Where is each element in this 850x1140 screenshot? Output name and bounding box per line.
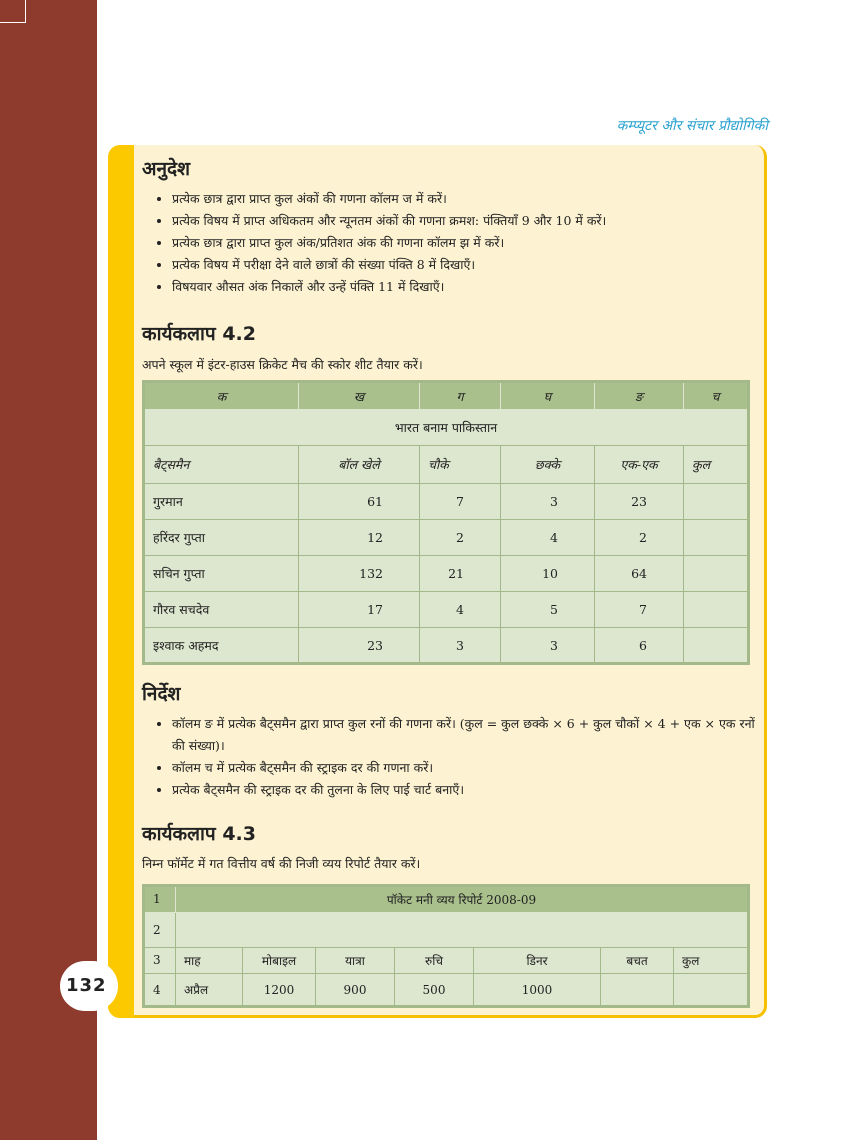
- table-cell: 7: [595, 592, 684, 628]
- list-item: • कॉलम च में प्रत्येक बैट्समैन की स्ट्राइक दर की गणना करें।: [172, 757, 757, 779]
- table-cell: 7: [420, 484, 501, 520]
- table-cell: 3: [420, 628, 501, 664]
- table-cell: गुरमान: [144, 484, 299, 520]
- directions-list: [142, 713, 757, 801]
- report-title-row: [144, 886, 749, 913]
- header-row: [144, 446, 749, 484]
- header-cell: बचत: [601, 947, 674, 974]
- table-cell: हरिंदर गुप्ता: [144, 520, 299, 556]
- header-cell: छक्के: [501, 446, 595, 484]
- table-cell: 500: [395, 974, 474, 1007]
- header-cell: एक-एक: [595, 446, 684, 484]
- table-cell: 23: [595, 484, 684, 520]
- table-cell: 61: [299, 484, 420, 520]
- table-cell: 6: [595, 628, 684, 664]
- table-cell: सचिन गुप्ता: [144, 556, 299, 592]
- column-letters-row: [144, 382, 749, 410]
- header-cell: यात्रा: [316, 947, 395, 974]
- score-sheet-table: [142, 380, 750, 665]
- row-number: 3: [144, 947, 176, 974]
- table-cell: 10: [501, 556, 595, 592]
- empty-cell: [176, 912, 749, 947]
- column-letter: घ: [501, 382, 595, 410]
- list-item: • प्रत्येक विषय में परीक्षा देने वाले छात्रों की संख्या पंक्ति 8 में दिखाएँ।: [172, 254, 752, 276]
- activity-box-bar: [108, 145, 134, 1018]
- header-cell: बैट्समैन: [144, 446, 299, 484]
- activity-43-title: कार्यकलाप 4.3: [142, 823, 256, 845]
- table-cell: 12: [299, 520, 420, 556]
- table-cell: 64: [595, 556, 684, 592]
- header-row: [144, 947, 749, 974]
- row-number: 4: [144, 974, 176, 1007]
- match-title: भारत बनाम पाकिस्तान: [144, 410, 749, 446]
- table-row: [144, 556, 749, 592]
- row-number: 1: [144, 886, 176, 913]
- running-head: कम्प्यूटर और संचार प्रौद्योगिकी: [616, 118, 768, 134]
- header-cell: मोबाइल: [243, 947, 316, 974]
- list-item: • विषयवार औसत अंक निकालें और उन्हें पंक्ति 11 में दिखाएँ।: [172, 276, 752, 298]
- header-cell: माह: [176, 947, 243, 974]
- instructions-list: [142, 188, 752, 298]
- table-cell: [684, 628, 749, 664]
- table-cell: इश्वाक अहमद: [144, 628, 299, 664]
- header-cell: रुचि: [395, 947, 474, 974]
- header-cell: चौके: [420, 446, 501, 484]
- table-cell: 4: [420, 592, 501, 628]
- table-cell: 2: [420, 520, 501, 556]
- header-cell: कुल: [684, 446, 749, 484]
- header-cell: डिनर: [474, 947, 601, 974]
- table-cell: 132: [299, 556, 420, 592]
- table-cell: [684, 520, 749, 556]
- header-cell: बॉल खेले: [299, 446, 420, 484]
- table-cell: 5: [501, 592, 595, 628]
- table-cell: 900: [316, 974, 395, 1007]
- table-row: [144, 628, 749, 664]
- table-row: [144, 484, 749, 520]
- table-cell: [601, 974, 674, 1007]
- directions-title: निर्देश: [142, 683, 181, 705]
- list-item: • कॉलम ङ में प्रत्येक बैट्समैन द्वारा प्राप्त कुल रनों की गणना करें। (कुल = कुल छक्के × 6 + कुल चौकों × 4 + एक × एक रनों की संख्या)।: [172, 713, 757, 757]
- report-title: पॉकेट मनी व्यय रिपोर्ट 2008-09: [176, 886, 749, 913]
- table-cell: 3: [501, 484, 595, 520]
- instructions-title: अनुदेश: [142, 158, 191, 180]
- activity-43-text: निम्न फॉर्मेट में गत वित्तीय वर्ष की निजी व्यय रिपोर्ट तैयार करें।: [142, 856, 421, 871]
- table-row: [144, 520, 749, 556]
- table-cell: अप्रैल: [176, 974, 243, 1007]
- table-row: [144, 592, 749, 628]
- column-letter: ग: [420, 382, 501, 410]
- table-cell: 21: [420, 556, 501, 592]
- table-cell: 17: [299, 592, 420, 628]
- table-cell: 4: [501, 520, 595, 556]
- table-row: [144, 974, 749, 1007]
- list-item: • प्रत्येक विषय में प्राप्त अधिकतम और न्यूनतम अंकों की गणना क्रमश: पंक्तियाँ 9 और 10 में करें।: [172, 210, 752, 232]
- column-letter: ङ: [595, 382, 684, 410]
- table-cell: 1200: [243, 974, 316, 1007]
- page-number: 132: [60, 961, 118, 1011]
- table-cell: 23: [299, 628, 420, 664]
- crop-mark: [0, 0, 26, 23]
- list-item: • प्रत्येक बैट्समैन की स्ट्राइक दर की तुलना के लिए पाई चार्ट बनाएँ।: [172, 779, 757, 801]
- activity-42-title: कार्यकलाप 4.2: [142, 323, 256, 345]
- expense-report-table: [142, 884, 750, 1008]
- column-letter: ख: [299, 382, 420, 410]
- table-cell: 2: [595, 520, 684, 556]
- list-item: • प्रत्येक छात्र द्वारा प्राप्त कुल अंकों की गणना कॉलम ज में करें।: [172, 188, 752, 210]
- table-cell: [674, 974, 749, 1007]
- table-cell: [684, 484, 749, 520]
- header-cell: कुल: [674, 947, 749, 974]
- list-item: • प्रत्येक छात्र द्वारा प्राप्त कुल अंक/प्रतिशत अंक की गणना कॉलम झ में करें।: [172, 232, 752, 254]
- row-number: 2: [144, 912, 176, 947]
- table-cell: 3: [501, 628, 595, 664]
- table-cell: गौरव सचदेव: [144, 592, 299, 628]
- column-letter: क: [144, 382, 299, 410]
- column-letter: च: [684, 382, 749, 410]
- activity-42-text: अपने स्कूल में इंटर-हाउस क्रिकेट मैच की स्कोर शीट तैयार करें।: [142, 357, 423, 372]
- table-cell: 1000: [474, 974, 601, 1007]
- table-cell: [684, 592, 749, 628]
- table-cell: [684, 556, 749, 592]
